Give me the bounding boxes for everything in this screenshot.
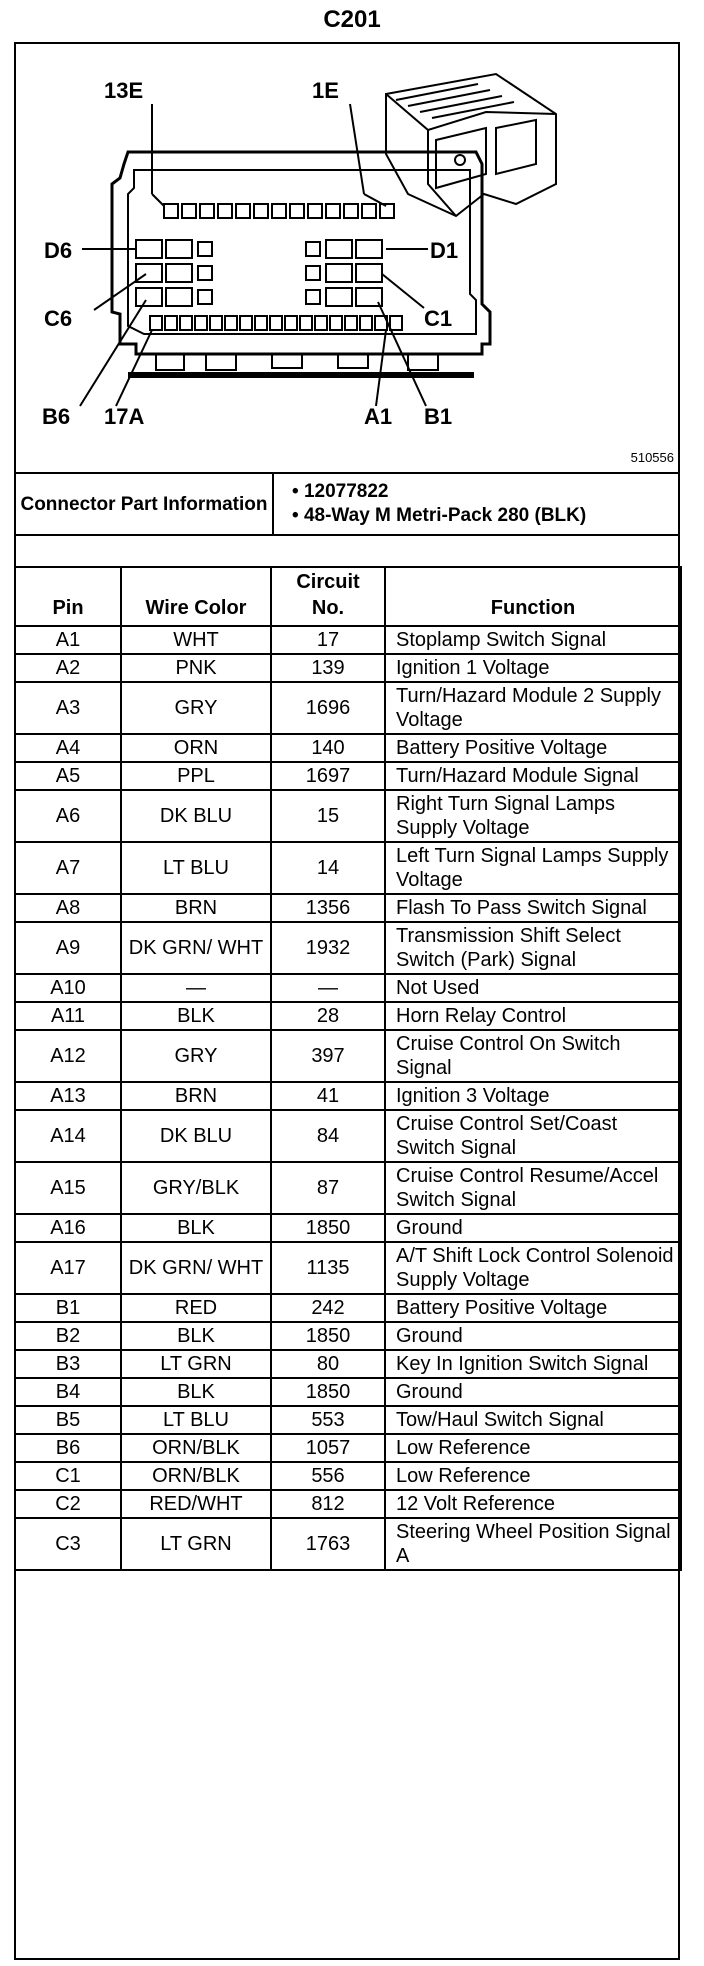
wire-color-cell: DK GRN/ WHT: [121, 1242, 271, 1294]
connector-diagram: [16, 44, 678, 472]
wire-color-cell: LT GRN: [121, 1518, 271, 1570]
circuit-cell: 553: [271, 1406, 385, 1434]
pin-cell: B2: [15, 1322, 121, 1350]
connector-info-values: [273, 473, 679, 535]
pin-cell: A14: [15, 1110, 121, 1162]
connector-part-number: • 12077822: [292, 481, 389, 502]
label-d6: D6: [44, 238, 73, 263]
function-cell: Turn/Hazard Module 2 Supply Voltage: [385, 682, 681, 734]
wire-color-cell: LT BLU: [121, 1406, 271, 1434]
pin-cell: A3: [15, 682, 121, 734]
connector-info-label: Connector Part Information: [15, 473, 273, 535]
pinout-rows: [15, 626, 681, 1570]
pin-cell: A9: [15, 922, 121, 974]
pin-cell: A4: [15, 734, 121, 762]
function-cell: Tow/Haul Switch Signal: [385, 1406, 681, 1434]
table-row: [15, 1162, 681, 1214]
table-row: [15, 654, 681, 682]
circuit-cell: 1356: [271, 894, 385, 922]
function-cell: Cruise Control Set/Coast Switch Signal: [385, 1110, 681, 1162]
label-1e: 1E: [312, 78, 339, 103]
connector-info-table: [14, 472, 680, 536]
table-row: [15, 1082, 681, 1110]
function-cell: Steering Wheel Position Signal A: [385, 1518, 681, 1570]
pin-cell: B3: [15, 1350, 121, 1378]
function-cell: Transmission Shift Select Switch (Park) Signal: [385, 922, 681, 974]
pin-cell: A15: [15, 1162, 121, 1214]
connector-type: • 48-Way M Metri-Pack 280 (BLK): [292, 505, 587, 526]
label-c6: C6: [44, 306, 73, 331]
wire-color-cell: PPL: [121, 762, 271, 790]
function-cell: Cruise Control On Switch Signal: [385, 1030, 681, 1082]
header-circuit-no: Circuit No.: [271, 567, 385, 626]
pinout-table: [14, 566, 682, 1571]
function-cell: Not Used: [385, 974, 681, 1002]
wire-color-cell: BRN: [121, 1082, 271, 1110]
wire-color-cell: LT GRN: [121, 1350, 271, 1378]
circuit-cell: 397: [271, 1030, 385, 1082]
wire-color-cell: BLK: [121, 1378, 271, 1406]
pin-cell: B1: [15, 1294, 121, 1322]
wire-color-cell: GRY: [121, 1030, 271, 1082]
circuit-cell: 1850: [271, 1378, 385, 1406]
circuit-cell: 1135: [271, 1242, 385, 1294]
label-13e: 13E: [104, 78, 144, 103]
function-cell: Left Turn Signal Lamps Supply Voltage: [385, 842, 681, 894]
function-cell: Turn/Hazard Module Signal: [385, 762, 681, 790]
wire-color-cell: GRY/BLK: [121, 1162, 271, 1214]
pin-cell: B5: [15, 1406, 121, 1434]
function-cell: Battery Positive Voltage: [385, 1294, 681, 1322]
pin-cell: B6: [15, 1434, 121, 1462]
circuit-cell: 1932: [271, 922, 385, 974]
wire-color-cell: ORN/BLK: [121, 1462, 271, 1490]
pin-cell: A10: [15, 974, 121, 1002]
function-cell: Stoplamp Switch Signal: [385, 626, 681, 654]
table-row: [15, 1322, 681, 1350]
wire-color-cell: ORN/BLK: [121, 1434, 271, 1462]
function-cell: A/T Shift Lock Control Solenoid Supply Voltage: [385, 1242, 681, 1294]
wire-color-cell: GRY: [121, 682, 271, 734]
circuit-cell: 1057: [271, 1434, 385, 1462]
circuit-cell: 1763: [271, 1518, 385, 1570]
pin-cell: A11: [15, 1002, 121, 1030]
row-a-cavities: [150, 316, 402, 330]
function-cell: Horn Relay Control: [385, 1002, 681, 1030]
circuit-cell: 80: [271, 1350, 385, 1378]
pinout-header-row: [15, 567, 681, 626]
circuit-cell: 1850: [271, 1214, 385, 1242]
circuit-cell: 1696: [271, 682, 385, 734]
circuit-cell: —: [271, 974, 385, 1002]
circuit-cell: 556: [271, 1462, 385, 1490]
table-row: [15, 974, 681, 1002]
table-row: [15, 1110, 681, 1162]
circuit-cell: 17: [271, 626, 385, 654]
circuit-cell: 41: [271, 1082, 385, 1110]
table-row: [15, 734, 681, 762]
table-row: [15, 1462, 681, 1490]
wire-color-cell: PNK: [121, 654, 271, 682]
table-row: [15, 1378, 681, 1406]
pin-cell: A13: [15, 1082, 121, 1110]
row-e-cavities: [164, 204, 394, 218]
function-cell: Ground: [385, 1378, 681, 1406]
pin-cell: A12: [15, 1030, 121, 1082]
figure-number: 510556: [630, 450, 674, 465]
circuit-cell: 1850: [271, 1322, 385, 1350]
label-b1: B1: [424, 404, 453, 429]
connector-title: C201: [323, 6, 381, 33]
leader-lines: [80, 104, 428, 406]
pin-cell: A6: [15, 790, 121, 842]
table-row: [15, 842, 681, 894]
table-row: [15, 1490, 681, 1518]
header-wire-color: Wire Color: [121, 567, 271, 626]
label-a1: A1: [364, 404, 393, 429]
table-row: [15, 626, 681, 654]
table-row: [15, 1434, 681, 1462]
table-row: [15, 1030, 681, 1082]
pin-cell: A2: [15, 654, 121, 682]
wire-color-cell: BLK: [121, 1002, 271, 1030]
table-row: [15, 1002, 681, 1030]
pin-cell: A17: [15, 1242, 121, 1294]
function-cell: Low Reference: [385, 1434, 681, 1462]
circuit-cell: 15: [271, 790, 385, 842]
right-large-cavities: [306, 240, 382, 306]
circuit-cell: 28: [271, 1002, 385, 1030]
function-cell: Ground: [385, 1322, 681, 1350]
pin-cell: A7: [15, 842, 121, 894]
circuit-cell: 84: [271, 1110, 385, 1162]
pin-cell: B4: [15, 1378, 121, 1406]
table-row: [15, 790, 681, 842]
pin-cell: C3: [15, 1518, 121, 1570]
function-cell: Battery Positive Voltage: [385, 734, 681, 762]
function-cell: Key In Ignition Switch Signal: [385, 1350, 681, 1378]
function-cell: Right Turn Signal Lamps Supply Voltage: [385, 790, 681, 842]
table-row: [15, 1406, 681, 1434]
table-row: [15, 762, 681, 790]
table-row: [15, 1214, 681, 1242]
table-row: [15, 1518, 681, 1570]
wire-color-cell: LT BLU: [121, 842, 271, 894]
table-row: [15, 922, 681, 974]
function-cell: Ignition 3 Voltage: [385, 1082, 681, 1110]
wire-color-cell: BLK: [121, 1322, 271, 1350]
circuit-cell: 140: [271, 734, 385, 762]
table-row: [15, 1294, 681, 1322]
label-b6: B6: [42, 404, 71, 429]
circuit-cell: 87: [271, 1162, 385, 1214]
function-cell: Ground: [385, 1214, 681, 1242]
pin-cell: A5: [15, 762, 121, 790]
circuit-cell: 242: [271, 1294, 385, 1322]
wire-color-cell: DK GRN/ WHT: [121, 922, 271, 974]
label-c1: C1: [424, 306, 453, 331]
header-pin: Pin: [15, 567, 121, 626]
pin-cell: A8: [15, 894, 121, 922]
label-17a: 17A: [104, 404, 145, 429]
table-row: [15, 1242, 681, 1294]
function-cell: Flash To Pass Switch Signal: [385, 894, 681, 922]
header-function: Function: [385, 567, 681, 626]
wire-color-cell: DK BLU: [121, 790, 271, 842]
table-row: [15, 682, 681, 734]
table-row: [15, 1350, 681, 1378]
circuit-cell: 1697: [271, 762, 385, 790]
connector-face-drawing: [16, 44, 678, 472]
function-cell: Low Reference: [385, 1462, 681, 1490]
circuit-cell: 14: [271, 842, 385, 894]
circuit-cell: 139: [271, 654, 385, 682]
pin-cell: C2: [15, 1490, 121, 1518]
wire-color-cell: —: [121, 974, 271, 1002]
circuit-cell: 812: [271, 1490, 385, 1518]
function-cell: Cruise Control Resume/Accel Switch Signal: [385, 1162, 681, 1214]
wire-color-cell: DK BLU: [121, 1110, 271, 1162]
pin-cell: A16: [15, 1214, 121, 1242]
label-d1: D1: [430, 238, 459, 263]
function-cell: 12 Volt Reference: [385, 1490, 681, 1518]
left-large-cavities: [136, 240, 212, 306]
table-row: [15, 894, 681, 922]
pin-cell: C1: [15, 1462, 121, 1490]
wire-color-cell: RED/WHT: [121, 1490, 271, 1518]
pin-cell: A1: [15, 626, 121, 654]
wire-color-cell: BLK: [121, 1214, 271, 1242]
function-cell: Ignition 1 Voltage: [385, 654, 681, 682]
wire-color-cell: ORN: [121, 734, 271, 762]
wire-color-cell: WHT: [121, 626, 271, 654]
wire-color-cell: BRN: [121, 894, 271, 922]
wire-color-cell: RED: [121, 1294, 271, 1322]
